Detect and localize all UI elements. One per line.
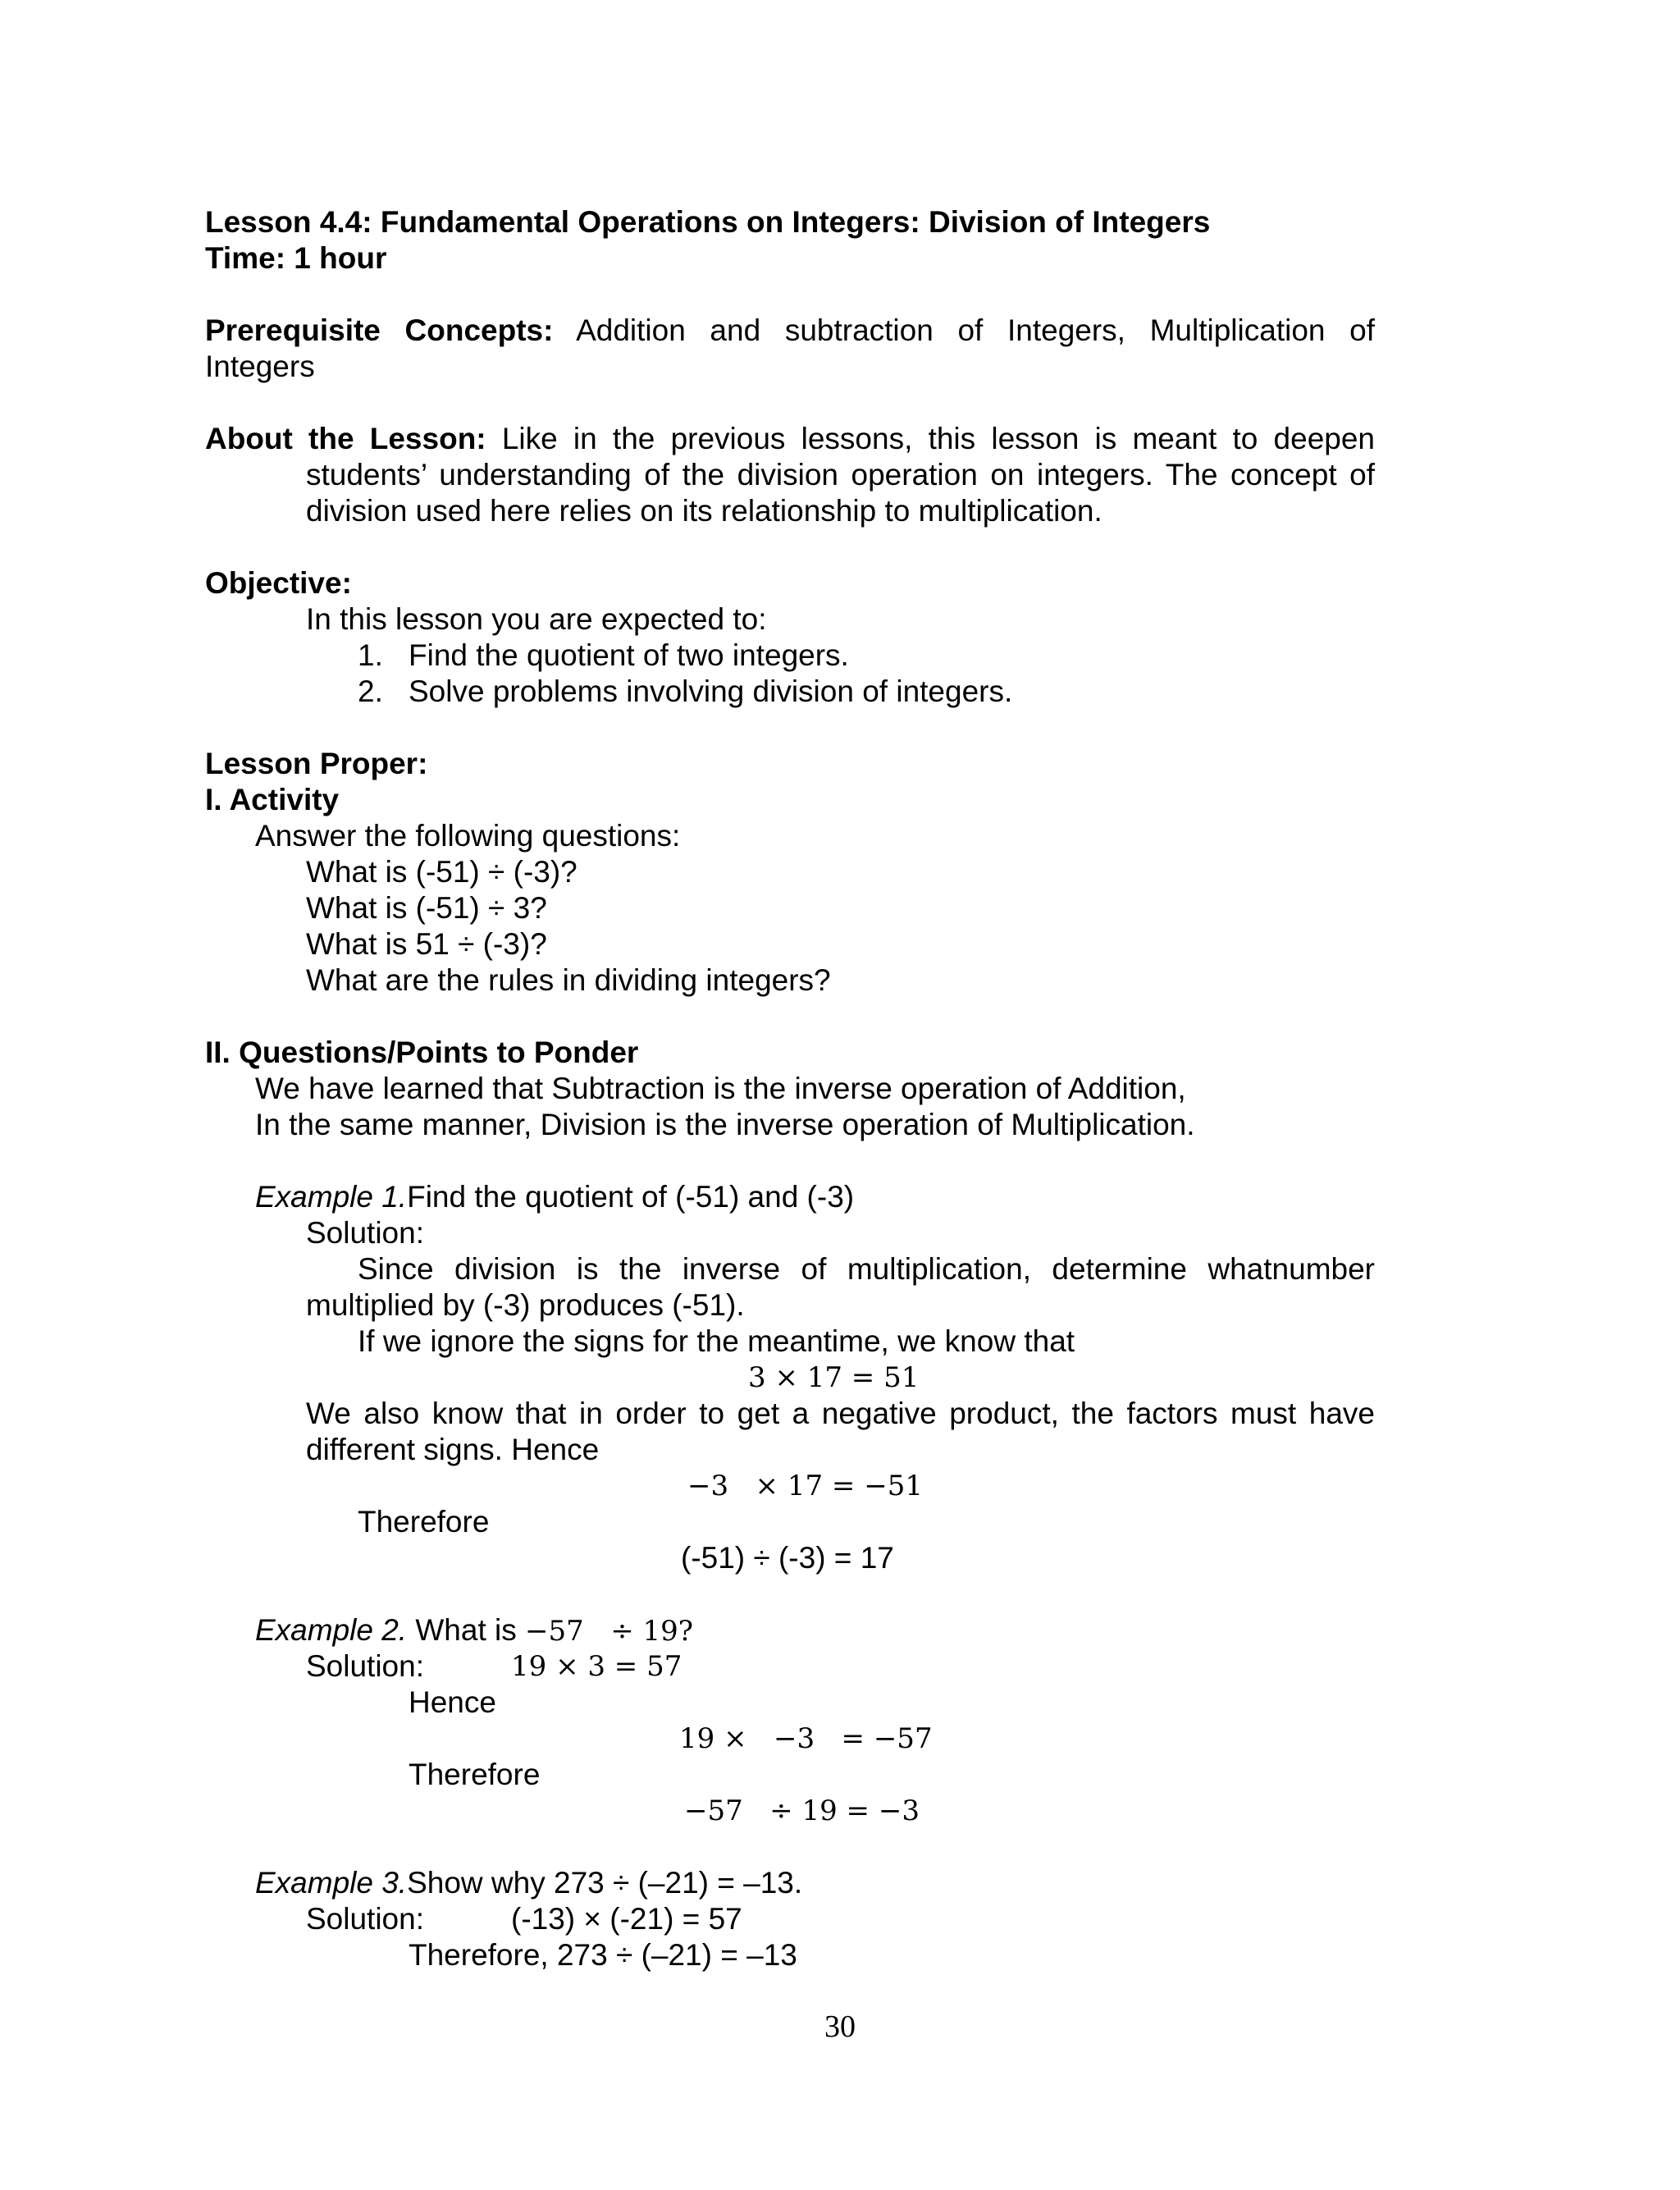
example-2-title: Example 2. What is −57 ÷ 19? [255,1613,693,1648]
example-1-line-1: Since division is the inverse of multiplication, determine whatnumber [358,1252,1375,1286]
prerequisite-text-cont: Integers [205,350,315,383]
activity-question: What is 51 ÷ (-3)? [306,927,547,961]
about-line-3: division used here relies on its relationship to multiplication. [306,494,1102,528]
example-1-line-2: multiplied by (-3) produces (-51). [306,1288,745,1322]
activity-question: What is (-51) ÷ 3? [306,891,547,925]
lesson-proper-heading: Lesson Proper: [205,747,428,780]
example-2-result: −57 ÷ 19 = −3 [684,1795,920,1827]
example-3-equation: (-13) × (-21) = 57 [511,1902,742,1936]
example-2-solution-label: Solution: [306,1649,424,1683]
example-2-equation: 19 × 3 = 57 [511,1650,682,1683]
example-3-conclusion: Therefore, 273 ÷ (–21) = –13 [409,1938,797,1972]
example-1-equation: −3 × 17 = −51 [687,1470,923,1502]
about-label: About the Lesson: [205,422,486,455]
page-number: 30 [824,2009,856,2044]
activity-heading: I. Activity [205,783,340,816]
example-2-therefore: Therefore [409,1758,541,1791]
example-1-solution-label: Solution: [306,1216,424,1250]
objective-item-num: 2. [358,674,383,708]
objective-item-text: Find the quotient of two integers. [409,638,849,672]
prerequisite-text: Addition and subtraction of Integers, Multiplication of [576,313,1375,347]
ponder-heading: II. Questions/Points to Ponder [205,1036,639,1069]
example-1-line-3: If we ignore the signs for the meantime, we know that [358,1324,1075,1358]
activity-question: What is (-51) ÷ (-3)? [306,855,578,889]
example-2-label: Example 2. [255,1613,408,1647]
lesson-time: Time: 1 hour [205,241,387,275]
lesson-title: Lesson 4.4: Fundamental Operations on Integers: Division of Integers [205,205,1211,239]
example-2-equation: 19 × −3 = −57 [679,1722,933,1755]
example-3-title: Example 3.Show why 273 ÷ (–21) = –13. [255,1866,803,1900]
example-1-label: Example 1. [255,1180,408,1214]
example-1-line-4: We also know that in order to get a negative product, the factors must have [306,1397,1375,1430]
example-1-result: (-51) ÷ (-3) = 17 [681,1541,894,1575]
about-line-1: About the Lesson: Like in the previous lessons, this lesson is meant to deepen [205,422,1376,455]
ponder-line-2: In the same manner, Division is the inverse operation of Multiplication. [255,1108,1195,1141]
about-line-2: students’ understanding of the division operation on integers. The concept of [306,458,1375,491]
example-1-line-5: different signs. Hence [306,1433,600,1466]
example-2-title-math: −57 ÷ 19? [525,1615,693,1648]
prerequisite-line [205,313,1375,349]
objective-intro: In this lesson you are expected to: [306,602,767,636]
example-3-label: Example 3. [255,1866,408,1900]
objective-item-num: 1. [358,638,383,672]
example-3-solution-label: Solution: [306,1902,424,1936]
activity-intro: Answer the following questions: [255,819,681,853]
objective-item-text: Solve problems involving division of integers. [409,674,1013,708]
example-1-equation: 3 × 17 = 51 [748,1361,920,1394]
example-1-therefore: Therefore [358,1505,490,1538]
activity-question: What are the rules in dividing integers? [306,963,831,997]
example-1-title: Example 1.Find the quotient of (-51) and (-3) [255,1180,855,1214]
prerequisite-label: Prerequisite Concepts: [205,313,554,347]
objective-heading: Objective: [205,566,352,600]
ponder-line-1: We have learned that Subtraction is the inverse operation of Addition, [255,1072,1186,1105]
example-2-hence: Hence [409,1685,496,1719]
